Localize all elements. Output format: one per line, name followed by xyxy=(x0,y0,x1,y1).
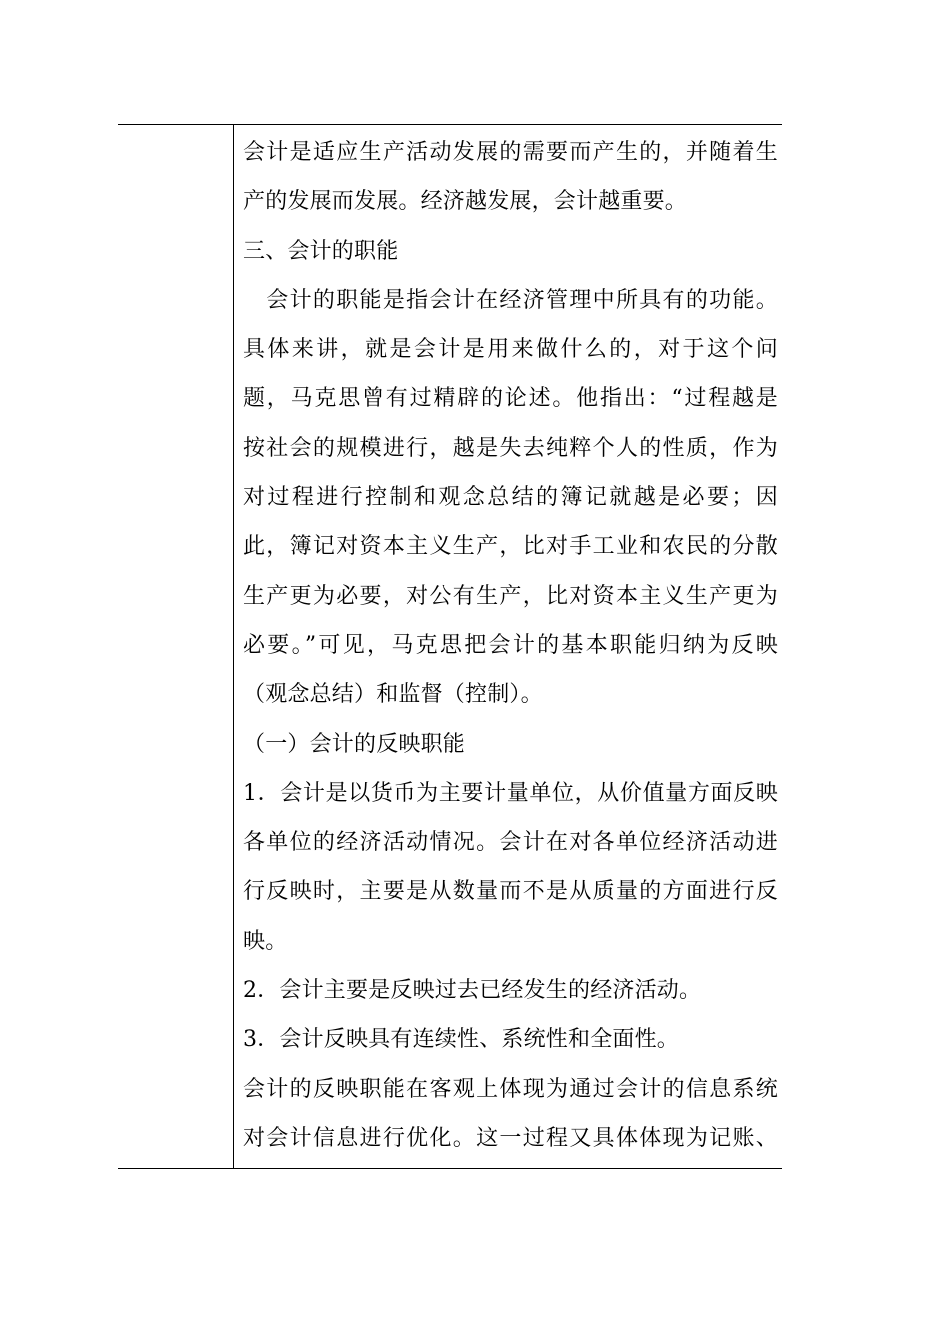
text-line: 具体来讲，就是会计是用来做什么的，对于这个问 xyxy=(243,337,778,363)
text-line: 会计的职能是指会计在经济管理中所具有的功能。 xyxy=(243,287,778,313)
text-line: 会计是适应生产活动发展的需要而产生的，并随着生 xyxy=(243,140,778,165)
text-line: 此，簿记对资本主义生产，比对手工业和农民的分散 xyxy=(243,534,778,560)
list-item: 3．会计反映具有连续性、系统性和全面性。 xyxy=(243,1027,679,1053)
list-item: 2．会计主要是反映过去已经发生的经济活动。 xyxy=(243,978,702,1004)
text-line: 对会计信息进行优化。这一过程又具体体现为记账、 xyxy=(243,1125,778,1151)
text-line: 按社会的规模进行，越是失去纯粹个人的性质，作为 xyxy=(243,435,778,461)
section-heading: 三、会计的职能 xyxy=(243,238,399,264)
table-column-divider xyxy=(233,124,234,1168)
text-line: 映。 xyxy=(243,928,288,954)
text-line: 生产更为必要，对公有生产，比对资本主义生产更为 xyxy=(243,583,778,609)
table-text-cell xyxy=(243,128,778,1168)
text-line: 会计的反映职能在客观上体现为通过会计的信息系统 xyxy=(243,1076,778,1102)
text-line: 题，马克思曾有过精辟的论述。他指出：“过程越是 xyxy=(243,386,778,412)
text-line: 对过程进行控制和观念总结的簿记就越是必要；因 xyxy=(243,485,778,511)
table-bottom-border xyxy=(118,1168,782,1169)
subsection-heading: （一）会计的反映职能 xyxy=(243,731,466,757)
text-line: 各单位的经济活动情况。会计在对各单位经济活动进 xyxy=(243,830,778,856)
text-line: 产的发展而发展。经济越发展，会计越重要。 xyxy=(243,189,688,215)
table-top-border xyxy=(118,124,782,125)
text-line: （观念总结）和监督（控制）。 xyxy=(243,682,543,708)
text-line: 必要。”可见，马克思把会计的基本职能归纳为反映 xyxy=(243,632,778,658)
list-item: 1．会计是以货币为主要计量单位，从价值量方面反映 xyxy=(243,780,778,806)
text-line: 行反映时，主要是从数量而不是从质量的方面进行反 xyxy=(243,879,778,905)
